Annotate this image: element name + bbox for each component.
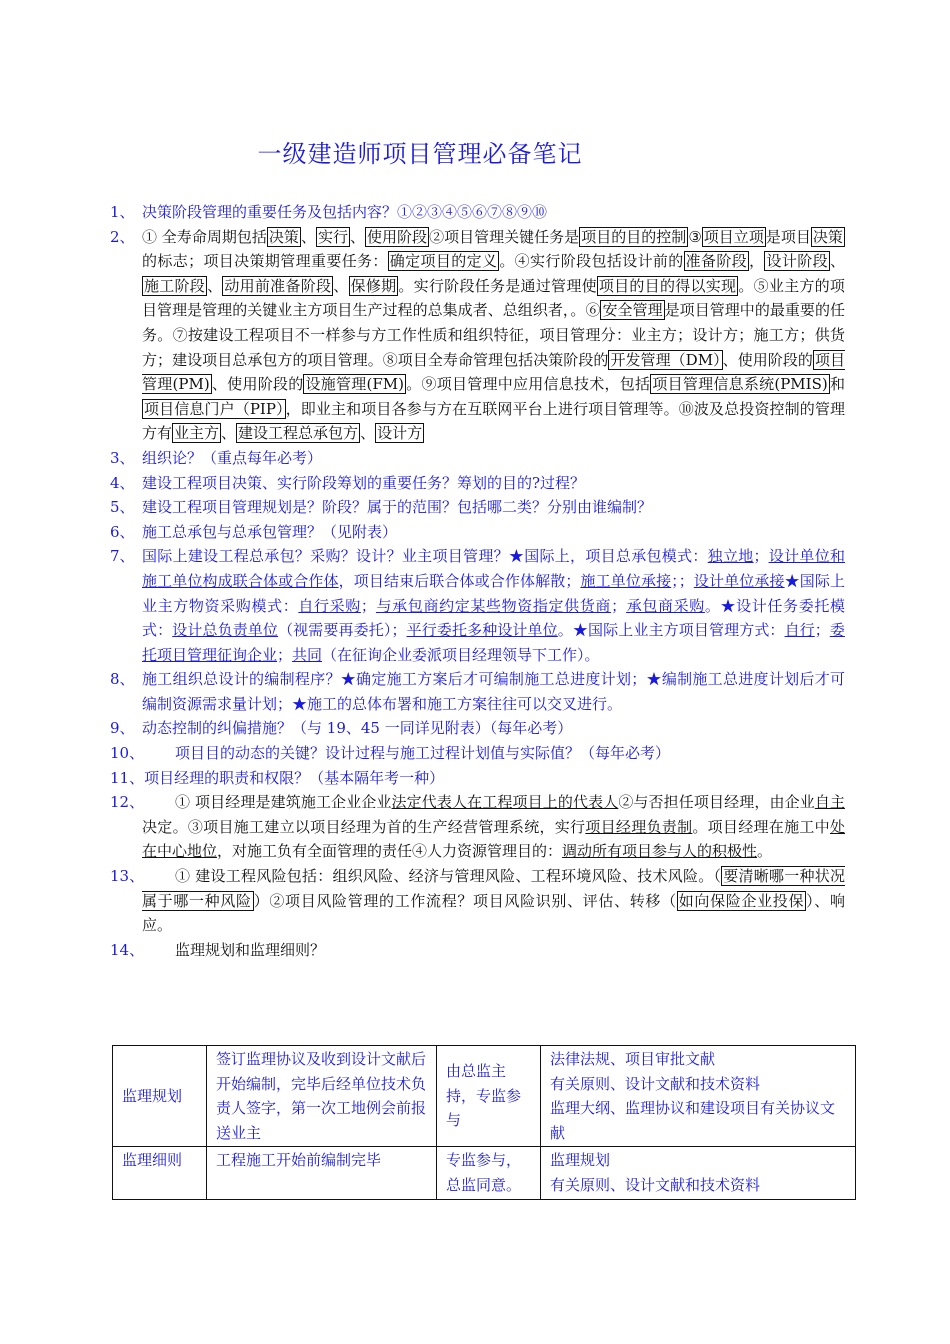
- item-number: 5、: [110, 498, 135, 517]
- table-cell: [541, 1046, 856, 1147]
- text-run: ；；: [671, 571, 694, 590]
- underlined-keyword: 自行: [784, 621, 815, 640]
- text-run: ；: [277, 645, 293, 664]
- underlined-keyword: 委托项目管理征询企业: [142, 621, 845, 664]
- list-item: [110, 790, 845, 864]
- basis-line: 有关原则、设计文献和技术资料: [550, 1175, 761, 1194]
- table-cell: 签订监理协议及收到设计文献后开始编制，完毕后经单位技术负责人签字，第一次工地例会前报送业主: [207, 1046, 437, 1147]
- text-run: 、: [300, 227, 316, 246]
- item-number: 4、: [110, 473, 135, 492]
- text-run: ③: [688, 227, 702, 246]
- item-number: 14、: [110, 940, 145, 959]
- item-text: 建设工程项目决策、实行阶段筹划的重要任务？筹划的目的?过程？: [142, 473, 586, 492]
- item-text: 组织论？（重点每年必考）: [142, 448, 323, 467]
- text-run: 。: [757, 842, 773, 861]
- notes-body: [110, 200, 845, 962]
- underlined-keyword: 处在中心地位: [142, 817, 845, 861]
- text-run: 。项目经理在施工中: [692, 817, 830, 836]
- underlined-keyword: 承包商采购: [626, 596, 705, 615]
- underlined-keyword: 共同: [292, 645, 323, 664]
- underlined-keyword: 独立地: [707, 547, 754, 566]
- text-run: 、使用阶段的: [211, 375, 304, 394]
- list-item: [110, 495, 845, 520]
- text-run: 。实行阶段任务是通过管理使: [398, 276, 597, 295]
- text-run: 的标志；项目决策期管理重要任务：: [142, 252, 388, 271]
- table-row: [113, 1147, 856, 1199]
- text-run: ；: [753, 547, 769, 566]
- text-run: 、: [829, 252, 845, 271]
- underlined-keyword: 项目经理负责制: [585, 817, 693, 836]
- list-item: [110, 225, 845, 446]
- underlined-keyword: 法定代表人在工程项目上的代表人: [391, 793, 619, 812]
- item-text: 动态控制的纠偏措施？（与 19、45 一同详见附表）（每年必考）: [142, 719, 573, 738]
- item-text: 施工组织总设计的编制程序？★确定施工方案后才可编制施工总进度计划；★编制施工总进度计划后才可编制资源需求量计划；★施工的总体布署和施工方案往往可以交叉进行。: [142, 670, 845, 713]
- underlined-keyword: 与承包商约定某些物资指定供货商: [375, 596, 612, 615]
- table-cell: 监理规划: [113, 1046, 207, 1147]
- item-number: 13、: [110, 867, 145, 886]
- text-run: ，对施工负有全面管理的责任④人力资源管理目的：: [217, 842, 563, 861]
- text-run: ，项目结束后联合体或合作体解散；: [338, 571, 581, 590]
- list-item: [110, 471, 845, 496]
- text-run: 是项目管理中的最重要的任务。⑦按建设工程项目不一样参与方工作性质和组织特征，项目管理分：业主方；设计方；施工方；供货方；建设项目总承包方的项目管理。⑧项目全寿命管理包括决策阶段的: [142, 301, 845, 369]
- basis-line: 监理大纲、监理协议和建设项目有关协议文献: [550, 1099, 836, 1142]
- text-run: 、使用阶段的: [722, 350, 813, 369]
- list-item: [110, 864, 845, 938]
- list-item: [110, 520, 845, 545]
- list-item: [110, 716, 845, 741]
- item-text: [142, 544, 845, 667]
- basis-line: 法律法规、项目审批文献: [550, 1050, 716, 1068]
- text-run: 。★设计任务委托模式：: [142, 596, 845, 640]
- item-number: 12、: [110, 793, 145, 812]
- underlined-keyword: 设计总负责单位: [172, 621, 279, 640]
- text-run: ；: [360, 596, 376, 615]
- list-item: [110, 741, 845, 766]
- underlined-keyword: 调动所有项目参与人的积极性: [562, 842, 758, 861]
- underlined-keyword: 自主: [814, 793, 845, 812]
- text-run: ① 建设工程风险包括：组织风险、经济与管理风险、工程环境风险、技术风险。（: [175, 867, 722, 886]
- item-number: 2、: [110, 227, 135, 246]
- boxed-keyword: 项目管理(PM): [142, 350, 845, 394]
- text-run: 、: [207, 276, 223, 295]
- supervision-table: [112, 1045, 856, 1200]
- text-run: ，: [749, 252, 765, 271]
- item-number: 1、: [110, 203, 135, 221]
- boxed-keyword: 建设工程总承包方: [238, 424, 359, 443]
- table-row: [113, 1046, 856, 1147]
- item-number: 9、: [110, 719, 135, 738]
- text-run: ）②项目风险管理的工作流程？项目风险识别、评估、转移（: [253, 891, 677, 910]
- boxed-keyword: 设施管理(FM): [305, 375, 404, 394]
- boxed-keyword: 决策: [268, 227, 299, 246]
- boxed-keyword: 开发管理（DM）: [610, 350, 721, 369]
- item-text: 项目目的动态的关键？设计过程与施工过程计划值与实际值？（每年必考）: [175, 744, 671, 763]
- boxed-keyword: 动用前准备阶段: [224, 276, 332, 295]
- text-run: 。★国际上业主方项目管理方式：: [557, 621, 785, 640]
- underlined-keyword: 自行采购: [298, 596, 361, 615]
- boxed-keyword: 项目信息门户（PIP）: [144, 399, 284, 418]
- list-item: [110, 766, 845, 791]
- text-run: （在征询企业委派项目经理领导下工作）。: [322, 645, 600, 664]
- boxed-keyword: 使用阶段: [367, 227, 428, 246]
- text-run: ；: [814, 621, 830, 640]
- boxed-keyword: 确定项目的定义: [389, 252, 498, 271]
- text-run: 国际上建设工程总承包？采购？设计？业主项目管理？★国际上，项目总承包模式：: [142, 547, 708, 566]
- item-number: 3、: [110, 448, 135, 467]
- item-number: 6、: [110, 522, 135, 541]
- item-text: 决策阶段管理的重要任务及包括内容？①②③④⑤⑥⑦⑧⑨⑩: [142, 203, 548, 221]
- list-item: [110, 667, 845, 716]
- item-text: [142, 225, 845, 446]
- text-run: ★国际上业主方物资采购模式：: [142, 571, 845, 615]
- boxed-keyword: 施工阶段: [144, 276, 206, 295]
- boxed-keyword: 设计阶段: [766, 252, 828, 271]
- boxed-keyword: 项目立项: [703, 227, 764, 246]
- table-cell: 工程施工开始前编制完毕: [207, 1147, 437, 1199]
- item-text: 监理规划和监理细则？: [175, 940, 326, 959]
- boxed-keyword: 项目的目的控制: [581, 227, 687, 246]
- text-run: 是项目: [765, 227, 811, 246]
- boxed-keyword: 项目管理信息系统(PMIS): [652, 375, 828, 394]
- table-cell: 由总监主持，专监参与: [437, 1046, 541, 1147]
- item-text: [142, 864, 845, 938]
- text-run: ）、响应。: [142, 891, 845, 935]
- underlined-keyword: 设计单位承接: [693, 571, 785, 590]
- text-run: 、: [360, 424, 376, 443]
- list-item: [110, 446, 845, 471]
- list-item: [110, 938, 845, 963]
- text-run: 、: [349, 227, 365, 246]
- table-cell: 监理细则: [113, 1147, 207, 1199]
- item-number: 10、: [110, 744, 145, 763]
- boxed-keyword: 如向保险企业投保: [678, 891, 805, 910]
- item-number: 8、: [110, 670, 135, 689]
- boxed-keyword: 设计方: [377, 424, 423, 443]
- text-run: 和: [829, 375, 845, 394]
- text-run: 决定。③项目施工建立以项目经理为首的生产经营管理系统，实行: [142, 817, 586, 836]
- boxed-keyword: 安全管理: [602, 301, 663, 320]
- boxed-keyword: 实行: [317, 227, 348, 246]
- item-text: [142, 790, 845, 864]
- underlined-keyword: 平行委托多种设计单位: [406, 621, 558, 640]
- list-item: [110, 200, 845, 225]
- text-run: ，即业主和项目各参与方在互联网平台上进行项目管理等。⑩波及总投资控制的管理方有: [142, 399, 845, 443]
- text-run: 。④实行阶段包括设计前的: [499, 252, 684, 271]
- text-run: 、: [333, 276, 349, 295]
- underlined-keyword: 施工单位承接: [580, 571, 672, 590]
- item-number: 7、: [110, 547, 135, 566]
- list-item: [110, 544, 845, 667]
- text-run: ① 全寿命周期包括: [142, 227, 267, 246]
- boxed-keyword: 保修期: [350, 276, 397, 295]
- underlined-keyword: 设计单位和施工单位构成联合体或合作体: [142, 547, 845, 590]
- boxed-keyword: 决策: [812, 227, 843, 246]
- text-run: 。⑤业主方的项目管理是管理的关键业主方项目生产过程的总集成者、总组织者，。⑥: [142, 276, 845, 320]
- boxed-keyword: 业主方: [174, 424, 220, 443]
- item-text: 建设工程项目管理规划是？阶段？属于的范围？包括哪二类？分别由谁编制？: [142, 498, 653, 517]
- text-run: ；: [611, 596, 627, 615]
- table-cell: [541, 1147, 856, 1199]
- boxed-keyword: 要清晰哪一种状况属于哪一种风险: [142, 867, 845, 910]
- item-text: 施工总承包与总承包管理？（见附表）: [142, 522, 398, 541]
- boxed-keyword: 准备阶段: [685, 252, 748, 271]
- item-text: 11、项目经理的职责和权限？（基本隔年考一种）: [110, 768, 445, 787]
- text-run: 、: [221, 424, 237, 443]
- basis-line: 监理规划: [550, 1151, 611, 1170]
- page-title: 一级建造师项目管理必备笔记: [257, 140, 583, 168]
- basis-line: 有关原则、设计文献和技术资料: [550, 1074, 761, 1093]
- boxed-keyword: 项目的目的得以实现: [598, 276, 737, 295]
- text-run: 。⑨项目管理中应用信息技术，包括: [405, 375, 651, 394]
- text-run: ②与否担任项目经理，由企业: [618, 793, 815, 812]
- text-run: ②项目管理关键任务是: [429, 227, 580, 246]
- table-cell: 专监参与，总监同意。: [437, 1147, 541, 1199]
- text-run: （视需要再委托）；: [278, 621, 407, 640]
- text-run: ① 项目经理是建筑施工企业企业: [175, 793, 392, 812]
